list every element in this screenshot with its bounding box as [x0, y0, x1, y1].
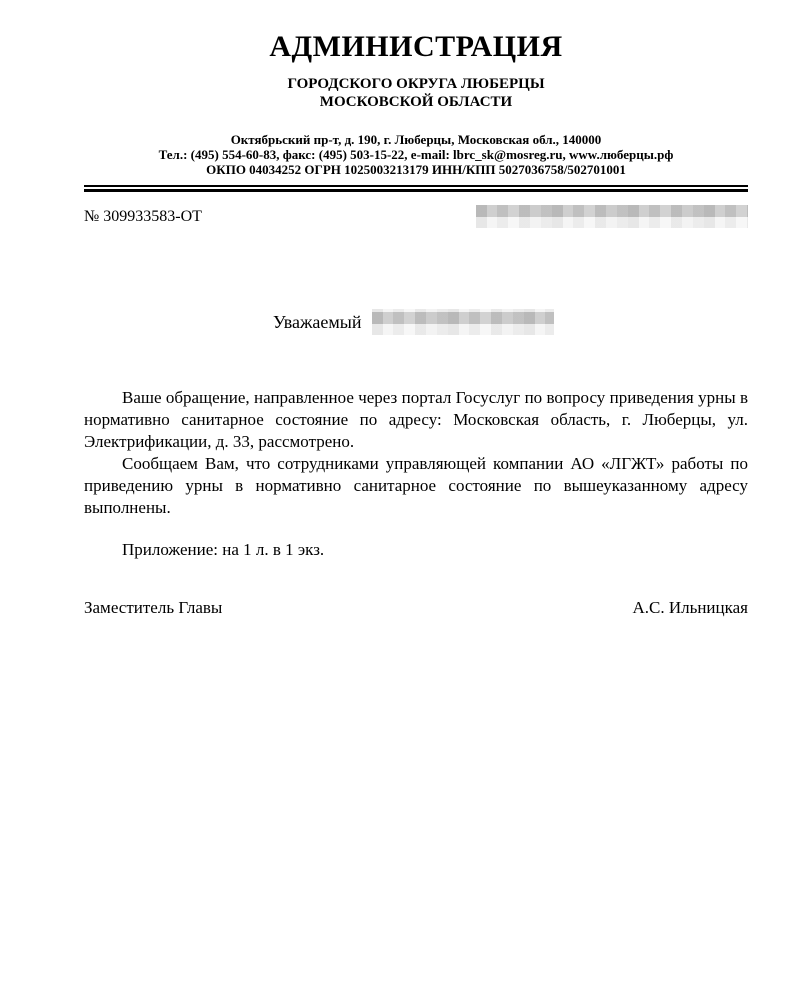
redacted-recipient-block [476, 205, 748, 228]
salutation-prefix: Уважаемый [273, 312, 362, 332]
divider-thick-line [84, 189, 748, 192]
signature-row [84, 597, 748, 619]
letterhead-divider [84, 185, 748, 192]
org-name: АДМИНИСТРАЦИЯ [269, 30, 563, 63]
address-line: Октябрьский пр-т, д. 190, г. Люберцы, Московская обл., 140000 [230, 132, 602, 147]
letterhead-contacts [84, 132, 748, 177]
letterhead [84, 30, 748, 177]
salutation [273, 309, 748, 335]
registry-line: ОКПО 04034252 ОГРН 1025003213179 ИНН/КПП 5027036758/502701001 [206, 162, 626, 177]
body-paragraph-2: Сообщаем Вам, что сотрудниками управляющей компании АО «ЛГЖТ» работы по приведению урны в нормативно санитарное состояние по вышеуказанному адресу выполнены. [84, 454, 748, 517]
attachment-line: Приложение: на 1 л. в 1 экз. [122, 540, 325, 559]
letter-body [84, 387, 748, 561]
contact-line: Тел.: (495) 554-60-83, факс: (495) 503-15-22, e-mail: lbrc_sk@mosreg.ru, www.люберцы.рф [158, 147, 674, 162]
body-paragraph-1: Ваше обращение, направленное через портал Госуслуг по вопросу приведения урны в нормативно санитарное состояние по адресу: Московская область, г. Люберцы, ул. Электрификации, д. 33, рассмотрено. [84, 388, 748, 451]
org-subtitle-line2: МОСКОВСКОЙ ОБЛАСТИ [319, 94, 513, 110]
outgoing-number: № 309933583-ОТ [84, 207, 202, 225]
redacted-name-block [372, 309, 554, 335]
org-subtitle-line1: ГОРОДСКОГО ОКРУГА ЛЮБЕРЦЫ [287, 76, 545, 92]
signer-name: А.С. Ильницкая [632, 598, 748, 617]
divider-thin-line [84, 185, 748, 187]
reference-row [84, 205, 748, 228]
org-subtitle [84, 75, 748, 111]
signer-position: Заместитель Главы [84, 598, 223, 617]
